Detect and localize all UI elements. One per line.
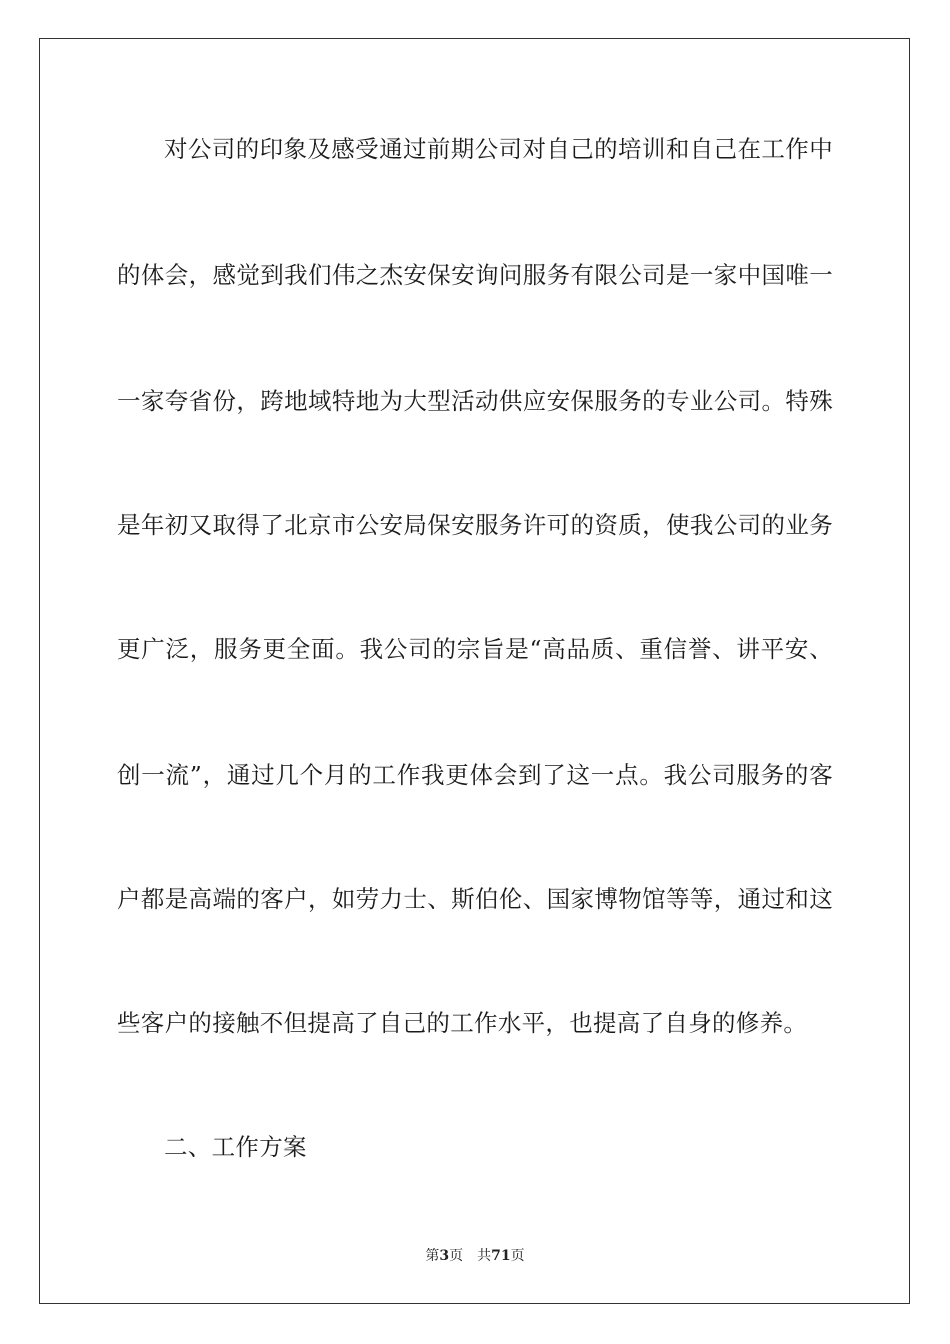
paragraph-line-1: 对公司的印象及感受通过前期公司对自己的培训和自己在工作中 xyxy=(164,135,833,163)
paragraph-line-4: 是年初又取得了北京市公安局保安服务许可的资质，使我公司的业务 xyxy=(117,511,833,539)
footer-total-prefix: 共 xyxy=(477,1248,492,1264)
paragraph-line-3: 一家夸省份，跨地域特地为大型活动供应安保服务的专业公司。特殊 xyxy=(117,387,833,415)
page-border xyxy=(39,38,910,1304)
footer-total-suffix: 页 xyxy=(510,1248,525,1264)
paragraph-line-2: 的体会，感觉到我们伟之杰安保安询问服务有限公司是一家中国唯一 xyxy=(117,261,833,289)
section-heading: 二、工作方案 xyxy=(164,1133,307,1161)
paragraph-line-7: 户都是高端的客户，如劳力士、斯伯伦、国家博物馆等等，通过和这 xyxy=(117,885,833,913)
footer-page-prefix: 第 xyxy=(425,1248,440,1264)
footer-total-pages: 71 xyxy=(491,1248,511,1264)
paragraph-line-5: 更广泛，服务更全面。我公司的宗旨是“高品质、重信誉、讲平安、 xyxy=(117,635,833,663)
page-footer xyxy=(0,1247,950,1265)
paragraph-line-6: 创一流”，通过几个月的工作我更体会到了这一点。我公司服务的客 xyxy=(117,761,833,789)
paragraph-line-8: 些客户的接触不但提高了自己的工作水平，也提高了自身的修养。 xyxy=(117,1009,808,1037)
footer-page-suffix: 页 xyxy=(449,1248,464,1264)
footer-page-number: 3 xyxy=(439,1248,450,1264)
